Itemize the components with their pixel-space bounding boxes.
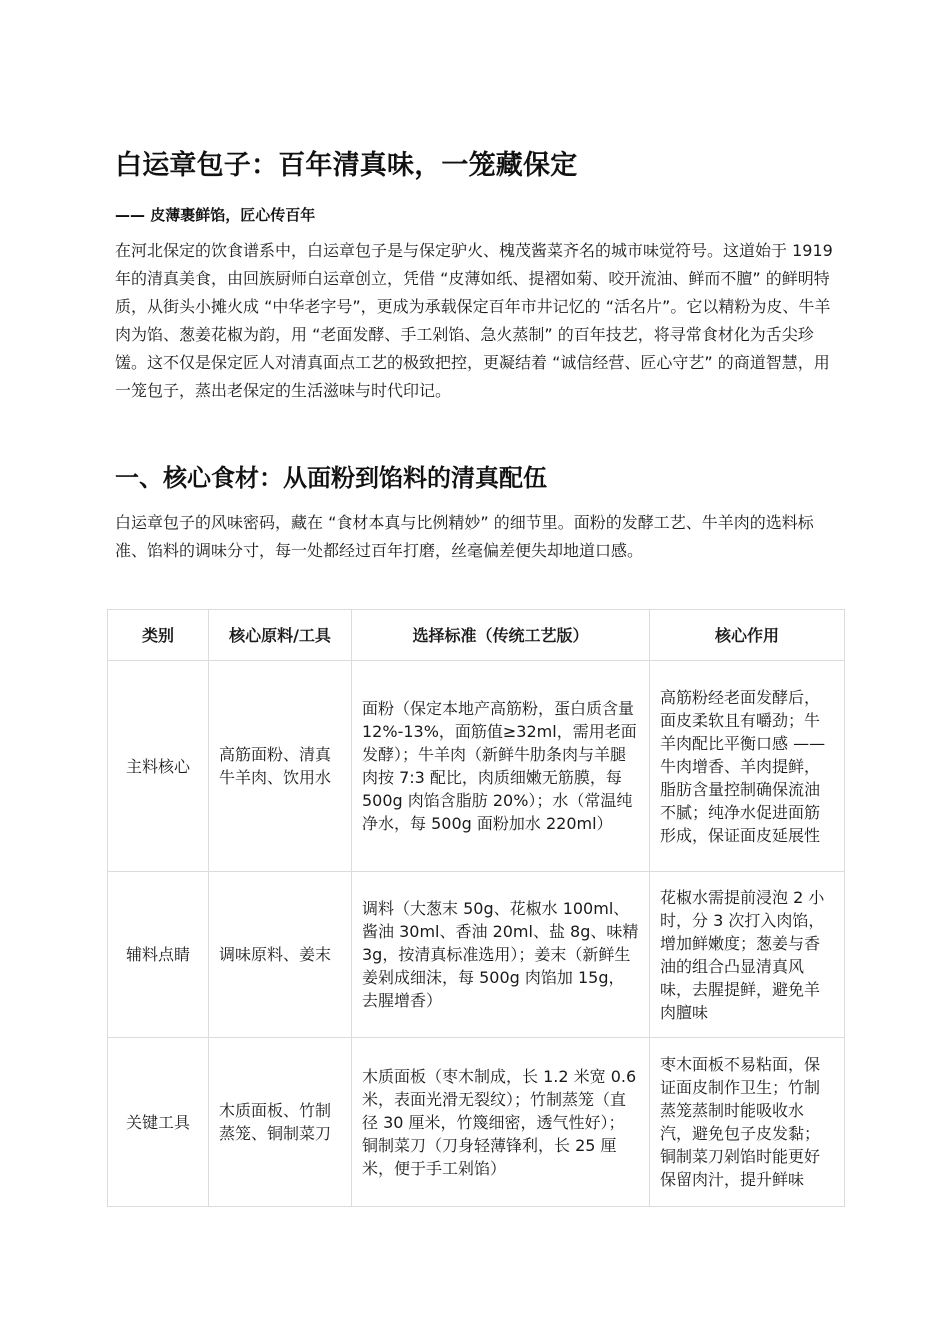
table-header-row <box>108 610 845 661</box>
cell-category: 主料核心 <box>108 661 209 872</box>
cell-standard: 木质面板（枣木制成，长 1.2 米宽 0.6 米，表面光滑无裂纹）；竹制蒸笼（直径 30 厘米，竹篾细密，透气性好）；铜制菜刀（刀身轻薄锋利，长 25 厘米，便于手工剁馅） <box>352 1038 650 1207</box>
cell-standard: 调料（大葱末 50g、花椒水 100ml、酱油 30ml、香油 20ml、盐 8g、味精 3g，按清真标准选用）；姜末（新鲜生姜剁成细沫，每 500g 肉馅加 15g，去腥增香） <box>352 872 650 1038</box>
table-row <box>108 872 845 1038</box>
ingredients-table <box>107 609 845 1207</box>
table-row <box>108 1038 845 1207</box>
page-subtitle: —— 皮薄裹鲜馅，匠心传百年 <box>115 206 316 224</box>
header-materials: 核心原料/工具 <box>209 610 352 661</box>
cell-materials: 调味原料、姜末 <box>209 872 352 1038</box>
cell-role: 花椒水需提前浸泡 2 小时，分 3 次打入肉馅，增加鲜嫩度；葱姜与香油的组合凸显清真风味，去腥提鲜，避免羊肉膻味 <box>650 872 845 1038</box>
cell-category: 关键工具 <box>108 1038 209 1207</box>
cell-materials: 木质面板、竹制蒸笼、铜制菜刀 <box>209 1038 352 1207</box>
section-1-paragraph: 白运章包子的风味密码，藏在 “食材本真与比例精妙” 的细节里。面粉的发酵工艺、牛羊肉的选料标准、馅料的调味分寸，每一处都经过百年打磨，丝毫偏差便失却地道口感。 <box>115 513 814 560</box>
cell-materials: 高筋面粉、清真牛羊肉、饮用水 <box>209 661 352 872</box>
section-1-title: 一、核心食材：从面粉到馅料的清真配伍 <box>115 464 547 492</box>
page-title: 白运章包子：百年清真味，一笼藏保定 <box>115 150 578 181</box>
cell-category: 辅料点睛 <box>108 872 209 1038</box>
header-standard: 选择标准（传统工艺版） <box>352 610 650 661</box>
table-row <box>108 661 845 872</box>
intro-paragraph: 在河北保定的饮食谱系中，白运章包子是与保定驴火、槐茂酱菜齐名的城市味觉符号。这道始于 1919 年的清真美食，由回族厨师白运章创立，凭借 “皮薄如纸、提褶如菊、咬开流油、鲜而不膻” 的鲜明特质，从街头小摊火成 “中华老字号”，更成为承载保定百年市井记忆的 “活名片”。它以精粉为皮、牛羊肉为馅、葱姜花椒为韵，用 “老面发酵、手工剁馅、急火蒸制” 的百年技艺，将寻常食材化为舌尖珍馐。这不仅是保定匠人对清真面点工艺的极致把控，更凝结着 “诚信经营、匠心守艺” 的商道智慧，用一笼包子，蒸出老保定的生活滋味与时代印记。 <box>115 241 833 400</box>
cell-standard: 面粉（保定本地产高筋粉，蛋白质含量 12%-13%，面筋值≥32ml，需用老面发酵）；牛羊肉（新鲜牛肋条肉与羊腿肉按 7:3 配比，肉质细嫩无筋膜，每 500g 肉馅含脂肪 20%）；水（常温纯净水，每 500g 面粉加水 220ml） <box>352 661 650 872</box>
cell-role: 高筋粉经老面发酵后，面皮柔软且有嚼劲；牛羊肉配比平衡口感 —— 牛肉增香、羊肉提鲜，脂肪含量控制确保流油不腻；纯净水促进面筋形成，保证面皮延展性 <box>650 661 845 872</box>
header-role: 核心作用 <box>650 610 845 661</box>
cell-role: 枣木面板不易粘面，保证面皮制作卫生；竹制蒸笼蒸制时能吸收水汽，避免包子皮发黏；铜制菜刀剁馅时能更好保留肉汁，提升鲜味 <box>650 1038 845 1207</box>
header-category: 类别 <box>108 610 209 661</box>
